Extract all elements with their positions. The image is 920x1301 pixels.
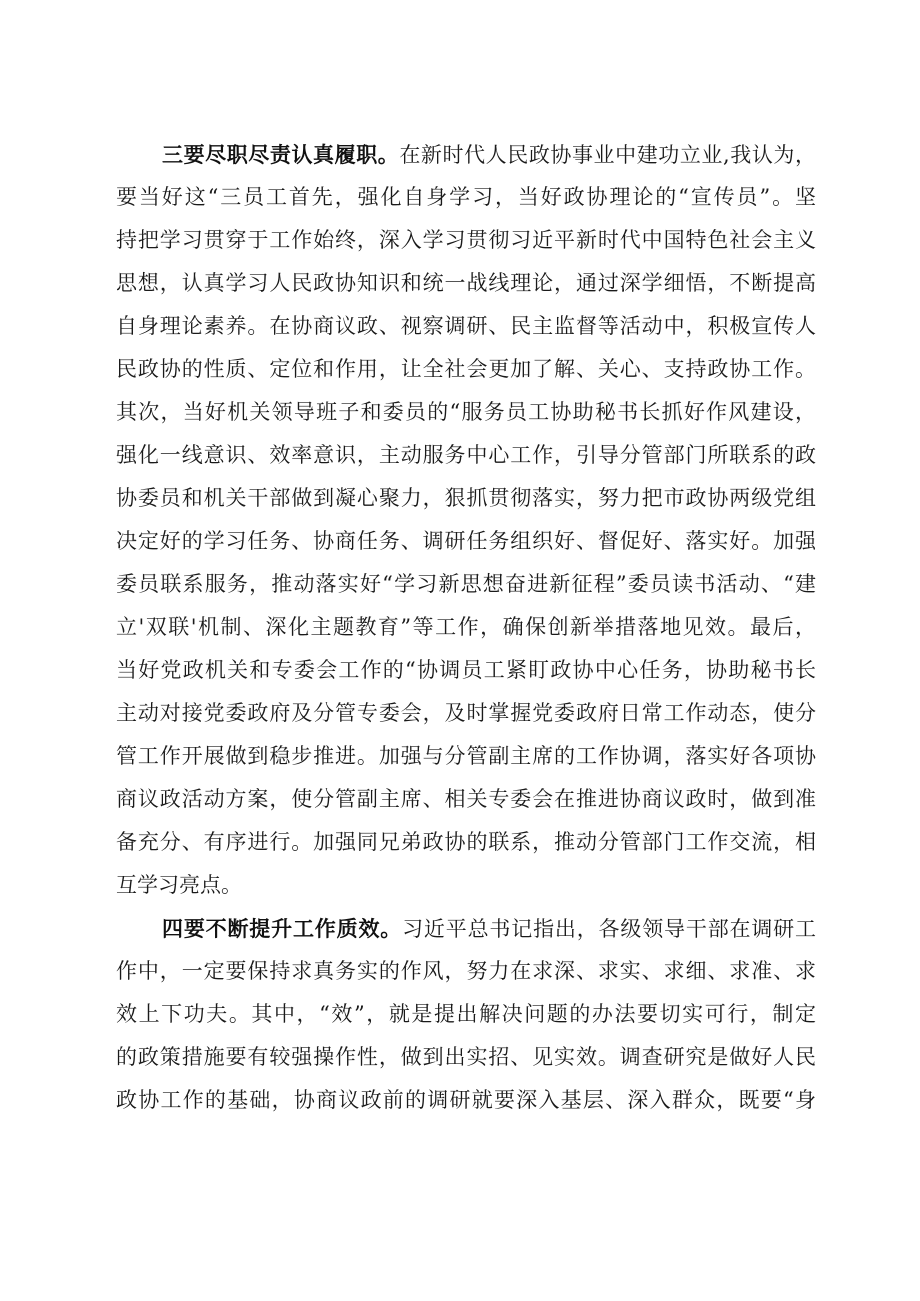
paragraph-line: 持把学习贯穿于工作始终，深入学习贯彻习近平新时代中国特色社会主义 (116, 228, 816, 252)
paragraph-line: 作中，一定要保持求真务实的作风，努力在求深、求实、求细、求准、求 (116, 959, 816, 983)
paragraph-line: 委员联系服务，推动落实好“学习新思想奋进新征程”委员读书活动、“建 (116, 572, 816, 596)
paragraph-line: 互学习亮点。 (116, 873, 242, 897)
paragraph-duty (116, 133, 816, 907)
paragraph-line: 备充分、有序进行。加强同兄弟政协的联系，推动分管部门工作交流，相 (116, 830, 816, 854)
paragraph-line: 商议政活动方案，使分管副主席、相关专委会在推进协商议政时，做到准 (116, 787, 816, 811)
paragraph-line: 思想，认真学习人民政协知识和统一战线理论，通过深学细悟，不断提高 (116, 271, 816, 295)
paragraph-line: 其次，当好机关领导班子和委员的“服务员工协助秘书长抓好作风建设， (116, 400, 816, 424)
paragraph-line: 政协工作的基础，协商议政前的调研就要深入基层、深入群众，既要“身 (116, 1088, 816, 1112)
paragraph-heading: 三要尽职尽责认真履职。 (162, 142, 400, 167)
paragraph-line: 决定好的学习任务、协商任务、调研任务组织好、督促好、落实好。加强 (116, 529, 816, 553)
paragraph-line: 民政协的性质、定位和作用，让全社会更加了解、关心、支持政协工作。 (116, 357, 816, 381)
paragraph-line: 主动对接党委政府及分管专委会，及时掌握党委政府日常工作动态，使分 (116, 701, 816, 725)
paragraph-line: 协委员和机关干部做到凝心聚力，狠抓贯彻落实，努力把市政协两级党组 (116, 486, 816, 510)
paragraph-line: 三要尽职尽责认真履职。在新时代人民政协事业中建功立业,我认为， (162, 142, 816, 167)
paragraph-heading: 四要不断提升工作质效。 (162, 916, 403, 941)
paragraph-line: 自身理论素养。在协商议政、视察调研、民主监督等活动中，积极宣传人 (116, 314, 816, 338)
paragraph-line: 强化一线意识、效率意识，主动服务中心工作，引导分管部门所联系的政 (116, 443, 816, 467)
paragraph-effectiveness (116, 907, 816, 1122)
paragraph-line: 要当好这“三员工首先，强化自身学习，当好政协理论的“宣传员”。坚 (116, 185, 816, 209)
paragraph-line: 效上下功夫。其中，“效”，就是提出解决问题的办法要切实可行，制定 (116, 1002, 816, 1026)
paragraph-line: 四要不断提升工作质效。习近平总书记指出，各级领导干部在调研工 (162, 916, 816, 941)
paragraph-line: 立'双联'机制、深化主题教育”等工作，确保创新举措落地见效。最后， (116, 615, 816, 639)
paragraph-line: 当好党政机关和专委会工作的“协调员工紧盯政协中心任务，协助秘书长 (116, 658, 816, 682)
paragraph-line: 的政策措施要有较强操作性，做到出实招、见实效。调查研究是做好人民 (116, 1045, 816, 1069)
paragraph-line: 管工作开展做到稳步推进。加强与分管副主席的工作协调，落实好各项协 (116, 744, 816, 768)
